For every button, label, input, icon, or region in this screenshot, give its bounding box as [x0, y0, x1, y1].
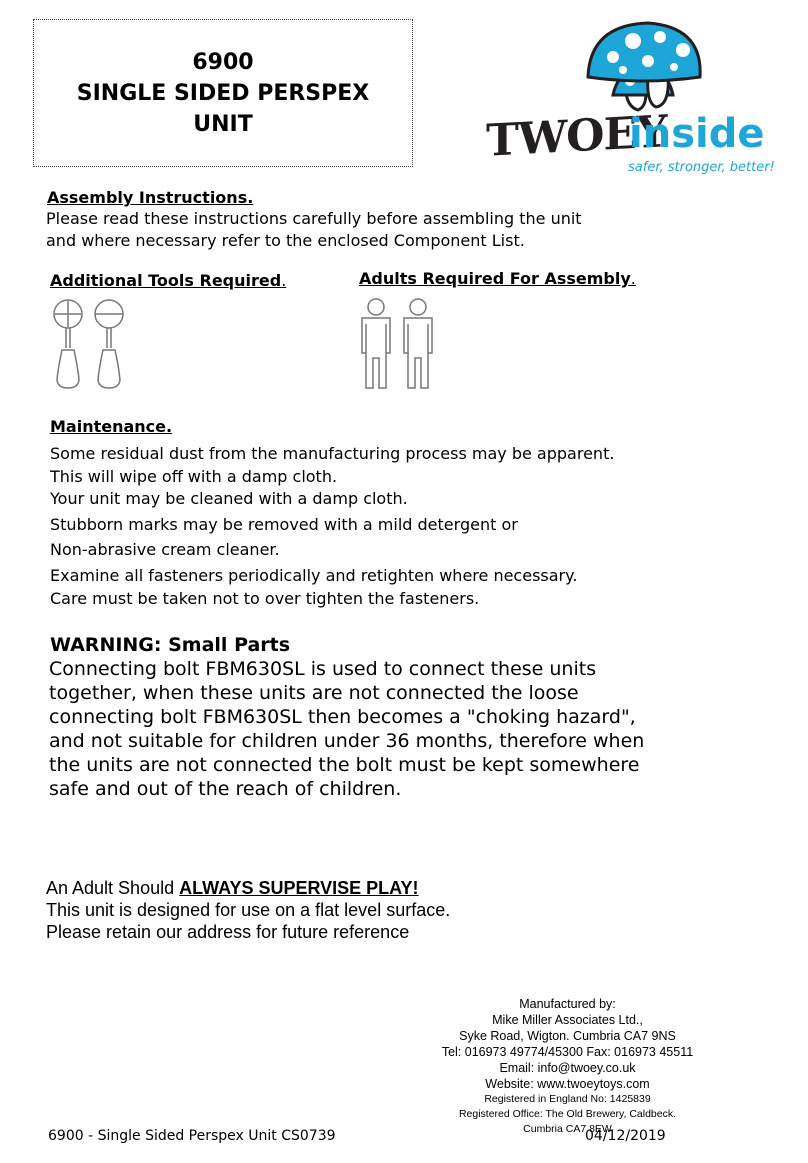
warning-line: safe and out of the reach of children.	[49, 778, 402, 800]
warning-line: Connecting bolt FBM630SL is used to connect these units	[49, 658, 597, 680]
product-name-line1: SINGLE SIDED PERSPEX	[76, 80, 370, 106]
address-line: Syke Road, Wigton. Cumbria CA7 9NS	[459, 1029, 676, 1043]
flat-surface-line: This unit is designed for use on a flat level surface.	[46, 900, 451, 920]
warning-line: together, when these units are not connected the loose	[49, 682, 579, 704]
maintenance-line: Examine all fasteners periodically and retighten where necessary.	[50, 566, 578, 585]
tools-heading-suffix: .	[281, 271, 287, 290]
maintenance-line: Non-abrasive cream cleaner.	[50, 540, 280, 559]
retain-address-line: Please retain our address for future reference	[46, 922, 410, 942]
address-registration: Registered in England No: 1425839	[484, 1093, 651, 1105]
two-adults-icon	[356, 298, 446, 393]
supervise-emphasis: ALWAYS SUPERVISE PLAY!	[179, 878, 419, 898]
adults-illustration	[356, 298, 446, 397]
supervise-line	[46, 877, 450, 899]
maintenance-line: Your unit may be cleaned with a damp cloth.	[50, 489, 408, 508]
title-box	[33, 19, 413, 167]
maintenance-line: This will wipe off with a damp cloth.	[50, 467, 338, 486]
address-line: Mike Miller Associates Ltd.,	[492, 1013, 643, 1027]
address-website: Website: www.twoeytoys.com	[485, 1077, 650, 1091]
product-name-line2: UNIT	[193, 111, 253, 137]
tools-heading-text: Additional Tools Required	[50, 271, 282, 290]
address-line: Manufactured by:	[519, 997, 616, 1011]
twoey-inside-logo	[478, 15, 778, 185]
supervise-prefix: An Adult Should	[46, 878, 180, 898]
warning-text	[49, 657, 709, 801]
maintenance-line: Care must be taken not to over tighten the fasteners.	[50, 589, 480, 608]
warning-line: the units are not connected the bolt must be kept somewhere	[49, 754, 640, 776]
warning-line: connecting bolt FBM630SL then becomes a "choking hazard",	[49, 706, 636, 728]
product-code: 6900	[192, 49, 254, 75]
assembly-line: and where necessary refer to the enclosed Component List.	[46, 231, 525, 250]
address-line: Tel: 016973 49774/45300 Fax: 016973 45511	[441, 1045, 694, 1059]
assembly-text	[46, 208, 582, 252]
maintenance-heading: Maintenance.	[50, 417, 173, 436]
maintenance-line: Stubborn marks may be removed with a mild detergent or	[50, 515, 518, 534]
tools-heading	[50, 271, 286, 290]
address-registered-office: Cumbria CA7 8EW	[523, 1123, 612, 1135]
assembly-line: Please read these instructions carefully before assembling the unit	[46, 209, 582, 228]
adults-heading-text: Adults Required For Assembly	[359, 269, 631, 288]
logo-brand: TWOEY	[486, 106, 667, 167]
address-registered-office: Registered Office: The Old Brewery, Caldbeck.	[458, 1108, 677, 1120]
footer-date: 04/12/2019	[585, 1128, 666, 1144]
address-email: Email: info@twoey.co.uk	[499, 1061, 636, 1075]
warning-line: and not suitable for children under 36 months, therefore when	[49, 730, 645, 752]
logo-tagline: safer, stronger, better!	[628, 160, 775, 175]
adults-heading	[359, 269, 636, 288]
assembly-heading: Assembly Instructions.	[47, 188, 254, 207]
adults-heading-suffix: .	[630, 269, 636, 288]
manufacturer-address	[410, 996, 725, 1137]
warning-heading: WARNING: Small Parts	[50, 634, 291, 656]
supervision-notice	[46, 877, 450, 943]
screwdriver-icon	[52, 298, 142, 393]
logo-inside-word: inside	[629, 111, 765, 157]
footer-document-ref: 6900 - Single Sided Perspex Unit CS0739	[48, 1128, 336, 1144]
maintenance-line: Some residual dust from the manufacturing process may be apparent.	[50, 444, 615, 463]
screwdrivers-illustration	[52, 298, 142, 397]
